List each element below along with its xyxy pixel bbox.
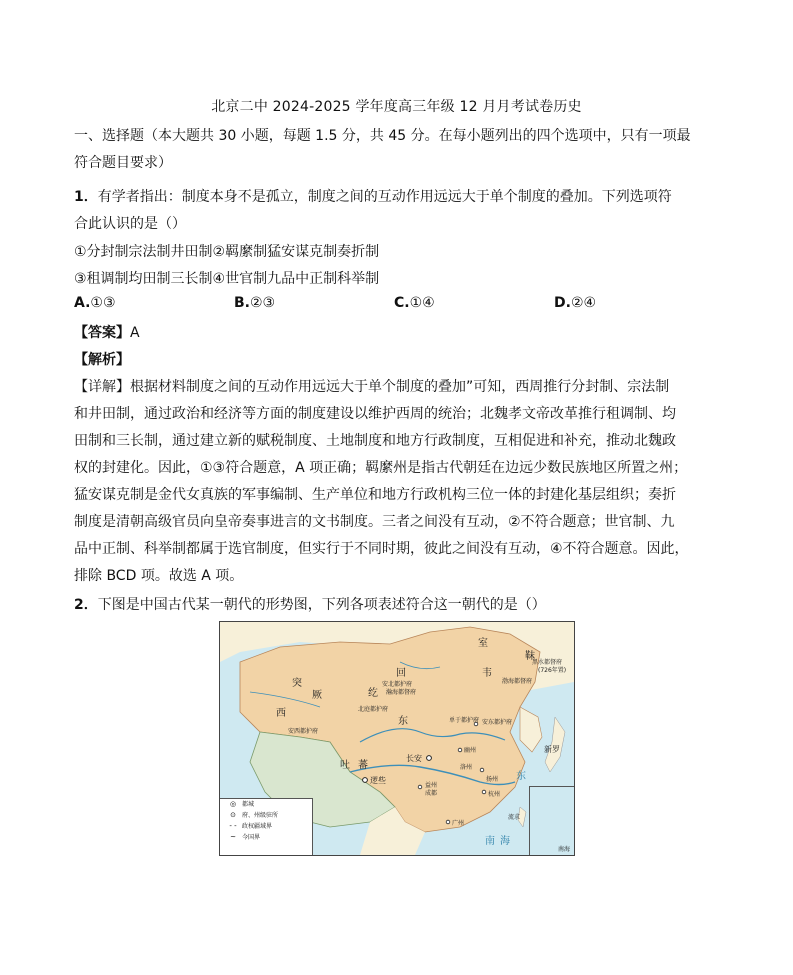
q1-stem-text: 有学者指出：制度本身不是孤立，制度之间的互动作用远远大于单个制度的叠加。下列选项符 bbox=[97, 189, 672, 205]
border-dash-icon: - - bbox=[229, 822, 237, 830]
map-label: 东 bbox=[516, 771, 526, 782]
capital-icon: ◎ bbox=[229, 800, 237, 808]
q1-option-d[interactable] bbox=[554, 295, 596, 311]
map-label: 杭州 bbox=[488, 791, 501, 798]
map-label: 安东都护府 bbox=[482, 719, 513, 726]
map-label: 渤海都督府 bbox=[502, 678, 533, 685]
legend-item bbox=[220, 810, 312, 821]
map-label: 新罗 bbox=[544, 745, 560, 754]
q1-option-b[interactable] bbox=[234, 295, 275, 311]
south-sea-inset bbox=[529, 786, 574, 855]
map-label: (726年置) bbox=[538, 667, 567, 674]
map-label: 东 bbox=[398, 716, 408, 727]
legend-text: 府、州级驻所 bbox=[242, 812, 279, 819]
q1-detail-line: 品中正制、科举制都属于选官制度，但实行于不同时期，彼此之间没有互动，④不符合题意。因此， bbox=[74, 541, 689, 557]
map-label: 广州 bbox=[452, 820, 465, 827]
analysis-tag: 【解析】 bbox=[74, 352, 130, 368]
map-label: 扬州 bbox=[486, 776, 499, 783]
q1-detail-line: 和井田制，通过政治和经济等方面的制度建设以维护西周的统治；北魏孝文帝改革推行租调制、均 bbox=[74, 406, 676, 422]
map-label: 韦 bbox=[482, 668, 492, 679]
map-label: 室 bbox=[478, 638, 488, 649]
map-label: 吐 bbox=[340, 760, 350, 771]
map-legend bbox=[220, 798, 313, 855]
map-label: 洛州 bbox=[460, 764, 473, 771]
map-label: 西 bbox=[276, 708, 286, 719]
q2-stem-text: 下图是中国古代某一朝代的形势图，下列各项表述符合这一朝代的是（） bbox=[97, 597, 546, 613]
q1-detail-line: 猛安谋克制是金代女真族的军事编制、生产单位和地方行政机构三位一体的封建化基层组织；奏折 bbox=[74, 487, 676, 503]
map-label: 安西都护府 bbox=[288, 728, 319, 735]
q1-number: 1． bbox=[74, 189, 98, 205]
map-label: 突 bbox=[292, 678, 302, 689]
map-label: 瀚海都督府 bbox=[386, 689, 417, 696]
map-label: 逻些 bbox=[370, 776, 386, 785]
q1-detail-line: 田制和三长制，通过建立新的赋税制度、土地制度和地方行政制度，互相促进和补充，推动北魏政 bbox=[74, 433, 676, 449]
map-label: 益州 bbox=[425, 782, 438, 789]
map-label: 幽州 bbox=[464, 747, 477, 754]
map-label: 北庭都护府 bbox=[358, 706, 389, 713]
q1-option-c[interactable] bbox=[394, 295, 435, 311]
q1-option-c-label: C. bbox=[394, 295, 410, 311]
map-label: 流求 bbox=[508, 814, 521, 821]
legend-text: 今国界 bbox=[242, 834, 261, 841]
prefecture-icon: ⊙ bbox=[230, 811, 236, 819]
q1-items-line1: ①分封制宗法制井田制②羁縻制猛安谋克制奏折制 bbox=[74, 244, 380, 260]
map-label: 厥 bbox=[312, 690, 322, 701]
q1-option-c-text: ①④ bbox=[409, 295, 435, 311]
q1-option-b-label: B. bbox=[234, 295, 250, 311]
map-label: 纥 bbox=[368, 688, 378, 699]
map-label: 回 bbox=[396, 668, 406, 679]
q2-stem bbox=[74, 594, 546, 614]
legend-item bbox=[220, 832, 312, 843]
q1-detail-line: 【详解】根据材料制度之间的互动作用远远大于单个制度的叠加”可知，西周推行分封制、宗法制 bbox=[74, 379, 670, 395]
map-label: 安北都护府 bbox=[382, 681, 413, 688]
q1-analysis-tag bbox=[74, 349, 130, 369]
map-label: 长安 bbox=[406, 754, 422, 763]
section-heading-line1: 一、选择题（本大题共 30 小题，每题 1.5 分，共 45 分。在每小题列出的四个选项中，只有一项最 bbox=[74, 128, 691, 144]
q1-detail-line: 制度是清朝高级官员向皇帝奏事进言的文书制度。三者之间没有互动，②不符合题意；世官制、九 bbox=[74, 514, 675, 530]
q1-option-a-label: A. bbox=[74, 295, 91, 311]
q1-option-a[interactable] bbox=[74, 295, 116, 311]
map-label: 南 bbox=[485, 836, 495, 847]
q1-items-line2: ③租调制均田制三长制④世官制九品中正制科举制 bbox=[74, 271, 380, 287]
page-title: 北京二中 2024-2025 学年度高三年级 12 月月考试卷历史 bbox=[211, 99, 582, 115]
map-label: 靺 bbox=[525, 651, 535, 662]
q1-option-d-text: ②④ bbox=[570, 295, 597, 311]
tang-dynasty-map bbox=[219, 621, 575, 856]
map-label: 成都 bbox=[425, 790, 438, 797]
q2-number: 2． bbox=[74, 597, 98, 613]
q1-option-b-text: ②③ bbox=[250, 295, 276, 311]
q1-answer bbox=[74, 322, 140, 342]
q1-stem-line1 bbox=[74, 186, 672, 206]
q1-stem-line2: 合此认识的是（） bbox=[74, 216, 186, 232]
map-label: 蕃 bbox=[358, 760, 368, 771]
q1-detail-line: 排除 BCD 项。故选 A 项。 bbox=[74, 568, 244, 584]
inset-label: 南海 bbox=[557, 846, 570, 853]
legend-item bbox=[220, 821, 312, 832]
map-label: 单于都护府 bbox=[449, 717, 480, 724]
legend-text: 都城 bbox=[242, 801, 255, 808]
modern-border-icon: ~ bbox=[230, 833, 236, 841]
answer-tag: 【答案】 bbox=[74, 325, 130, 341]
q1-option-d-label: D. bbox=[554, 295, 571, 311]
legend-item bbox=[220, 799, 312, 810]
map-label: 黑水都督府 bbox=[532, 659, 563, 666]
legend-text: 政权疆域界 bbox=[242, 823, 273, 830]
map-label: 海 bbox=[500, 836, 510, 847]
section-heading-line2: 符合题目要求） bbox=[74, 155, 172, 171]
q1-option-a-text: ①③ bbox=[90, 295, 116, 311]
answer-value: A bbox=[130, 325, 140, 341]
q1-detail-line: 权的封建化。因此，①③符合题意，A 项正确；羁縻州是指古代朝廷在边远少数民族地区所置之州； bbox=[74, 460, 688, 476]
